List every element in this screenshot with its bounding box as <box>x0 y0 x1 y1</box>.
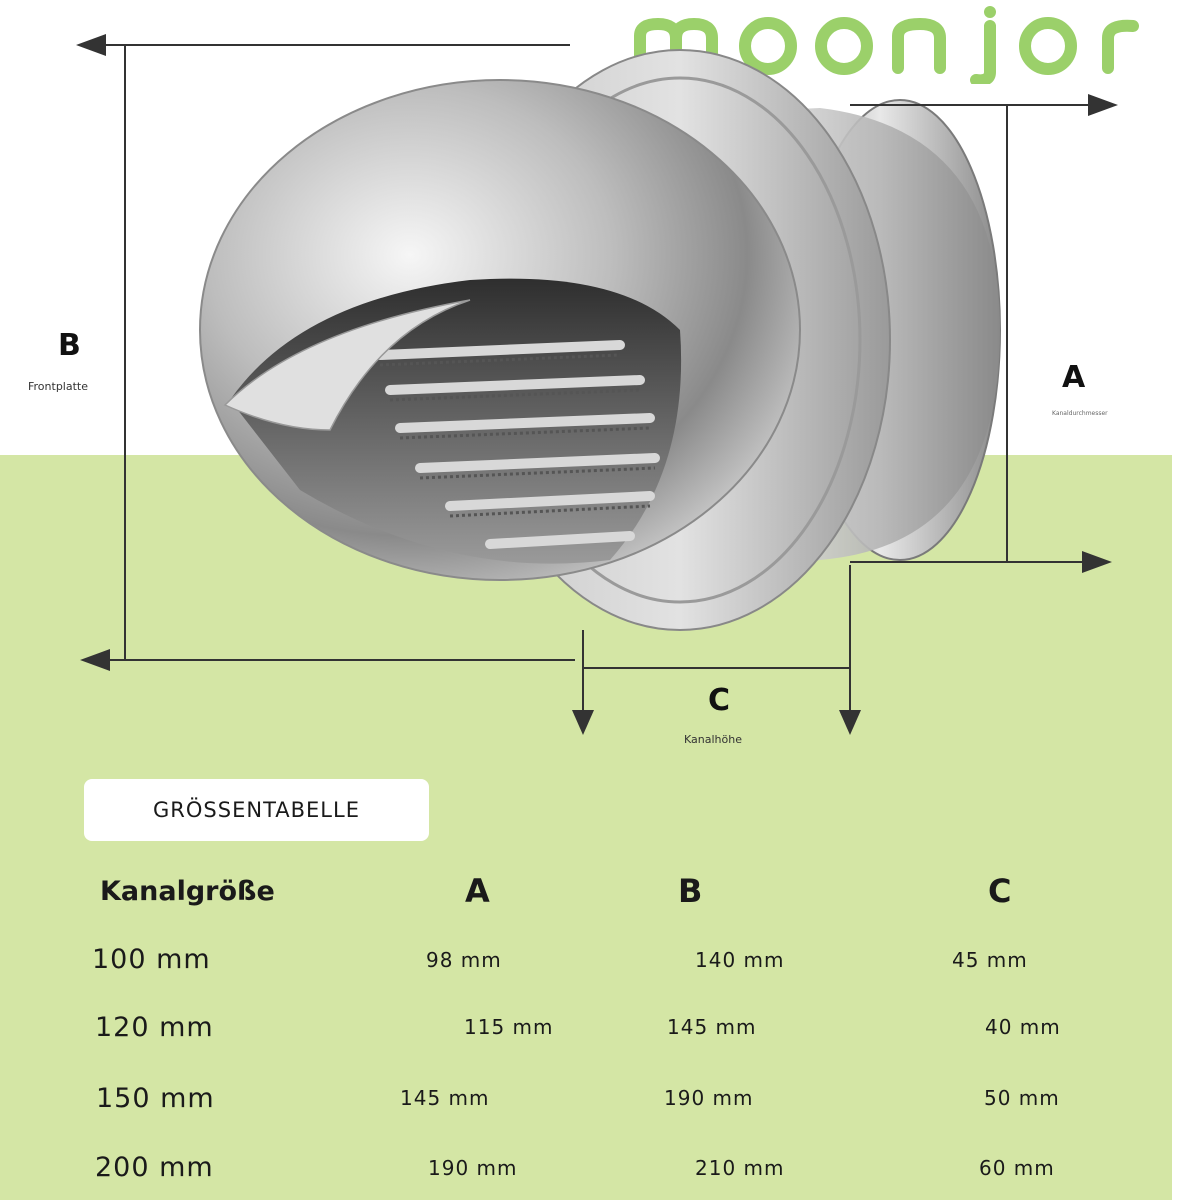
table-row-4-a: 190 mm <box>428 1156 518 1180</box>
table-row-3-b: 190 mm <box>664 1086 754 1110</box>
table-row-1-b: 140 mm <box>695 948 785 972</box>
table-row-1-a: 98 mm <box>426 948 502 972</box>
table-header-c: C <box>988 872 1012 910</box>
table-row-2-c: 40 mm <box>985 1015 1061 1039</box>
table-row-4-b: 210 mm <box>695 1156 785 1180</box>
table-row-2-a: 115 mm <box>464 1015 554 1039</box>
dimension-c-label: Kanalhöhe <box>684 733 742 746</box>
table-row-2-b: 145 mm <box>667 1015 757 1039</box>
dimension-b-letter: B <box>58 328 81 363</box>
dimension-a-letter: A <box>1062 360 1086 395</box>
size-table-title: GRÖSSENTABELLE <box>153 798 360 822</box>
table-row-1-c: 45 mm <box>952 948 1028 972</box>
table-row-3-a: 145 mm <box>400 1086 490 1110</box>
table-header-b: B <box>678 872 703 910</box>
table-row-1-size: 100 mm <box>92 944 211 975</box>
table-row-3-c: 50 mm <box>984 1086 1060 1110</box>
table-row-2-size: 120 mm <box>95 1012 214 1043</box>
table-header-kanalgroesse: Kanalgröße <box>100 876 275 907</box>
dimension-c-letter: C <box>708 683 731 718</box>
table-row-4-size: 200 mm <box>95 1152 214 1183</box>
dimension-b-label: Frontplatte <box>28 380 88 393</box>
table-row-3-size: 150 mm <box>96 1083 215 1114</box>
table-row-4-c: 60 mm <box>979 1156 1055 1180</box>
table-header-a: A <box>465 872 490 910</box>
dimension-a-label: Kanaldurchmesser <box>1052 410 1108 417</box>
size-table-title-box <box>84 779 429 841</box>
